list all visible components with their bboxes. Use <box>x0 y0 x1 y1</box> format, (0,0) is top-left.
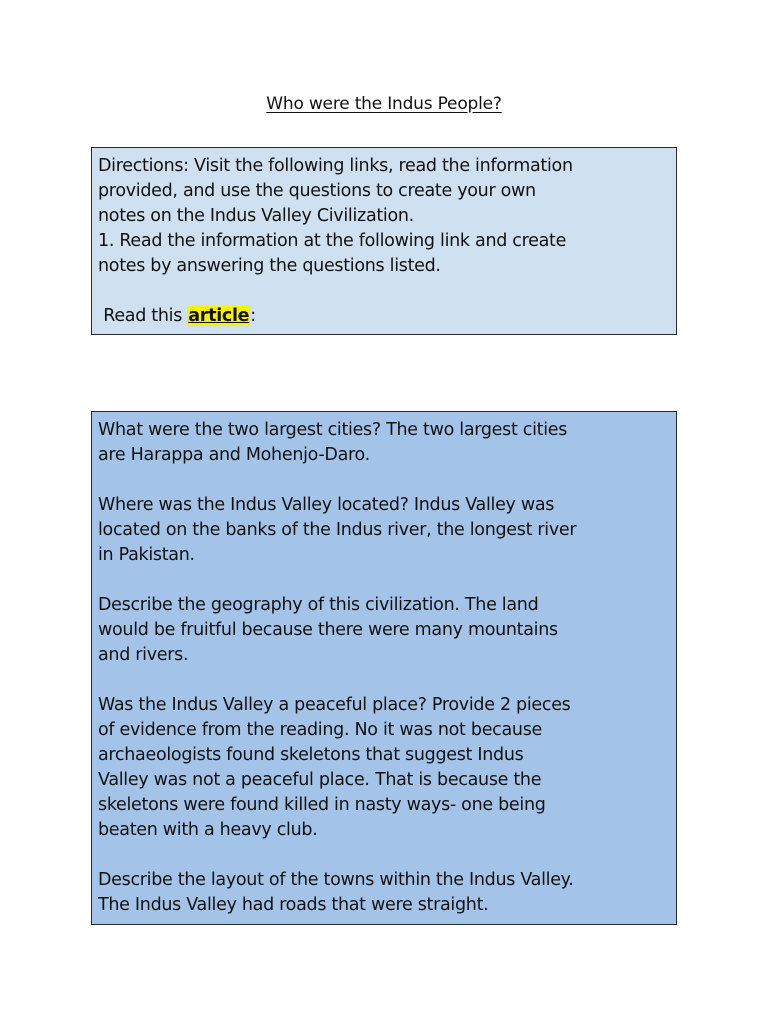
qa-line: Describe the layout of the towns within the Indus Valley. <box>98 870 574 890</box>
directions-line: notes by answering the questions listed. <box>98 256 441 276</box>
qa-line: What were the two largest cities? The two largest cities <box>98 420 568 440</box>
qa-line: Was the Indus Valley a peaceful place? Provide 2 pieces <box>98 695 571 715</box>
blank-line <box>98 843 668 868</box>
article-link[interactable]: article <box>188 306 250 326</box>
qa-largest-cities <box>98 418 668 468</box>
read-suffix: : <box>250 306 256 326</box>
qa-line: skeletons were found killed in nasty ways- one being <box>98 795 546 815</box>
qa-line: beaten with a heavy club. <box>98 820 318 840</box>
qa-line: and rivers. <box>98 645 189 665</box>
qa-line: Where was the Indus Valley located? Indus Valley was <box>98 495 555 515</box>
answers-box <box>91 411 677 925</box>
read-prefix: Read this <box>98 306 188 326</box>
qa-peaceful <box>98 693 668 843</box>
qa-line: Describe the geography of this civilization. The land <box>98 595 539 615</box>
directions-line: notes on the Indus Valley Civilization. <box>98 206 414 226</box>
qa-line: would be fruitful because there were many mountains <box>98 620 558 640</box>
directions-line: Directions: Visit the following links, read the information <box>98 156 573 176</box>
qa-line: of evidence from the reading. No it was not because <box>98 720 542 740</box>
blank-line <box>98 668 668 693</box>
qa-line: in Pakistan. <box>98 545 195 565</box>
qa-location <box>98 493 668 568</box>
read-article-line <box>98 304 668 329</box>
directions-line: provided, and use the questions to create your own <box>98 181 536 201</box>
qa-line: are Harappa and Mohenjo-Daro. <box>98 445 370 465</box>
qa-line: Valley was not a peaceful place. That is because the <box>98 770 542 790</box>
qa-geography <box>98 593 668 668</box>
qa-layout <box>98 868 668 918</box>
directions-box <box>91 147 677 335</box>
qa-line: located on the banks of the Indus river, the longest river <box>98 520 577 540</box>
qa-line: archaeologists found skeletons that suggest Indus <box>98 745 524 765</box>
page-title: Who were the Indus People? <box>266 94 502 114</box>
blank-line <box>98 468 668 493</box>
directions-line: 1. Read the information at the following link and create <box>98 231 567 251</box>
blank-line <box>98 279 668 304</box>
blank-line <box>98 568 668 593</box>
qa-line: The Indus Valley had roads that were straight. <box>98 895 489 915</box>
